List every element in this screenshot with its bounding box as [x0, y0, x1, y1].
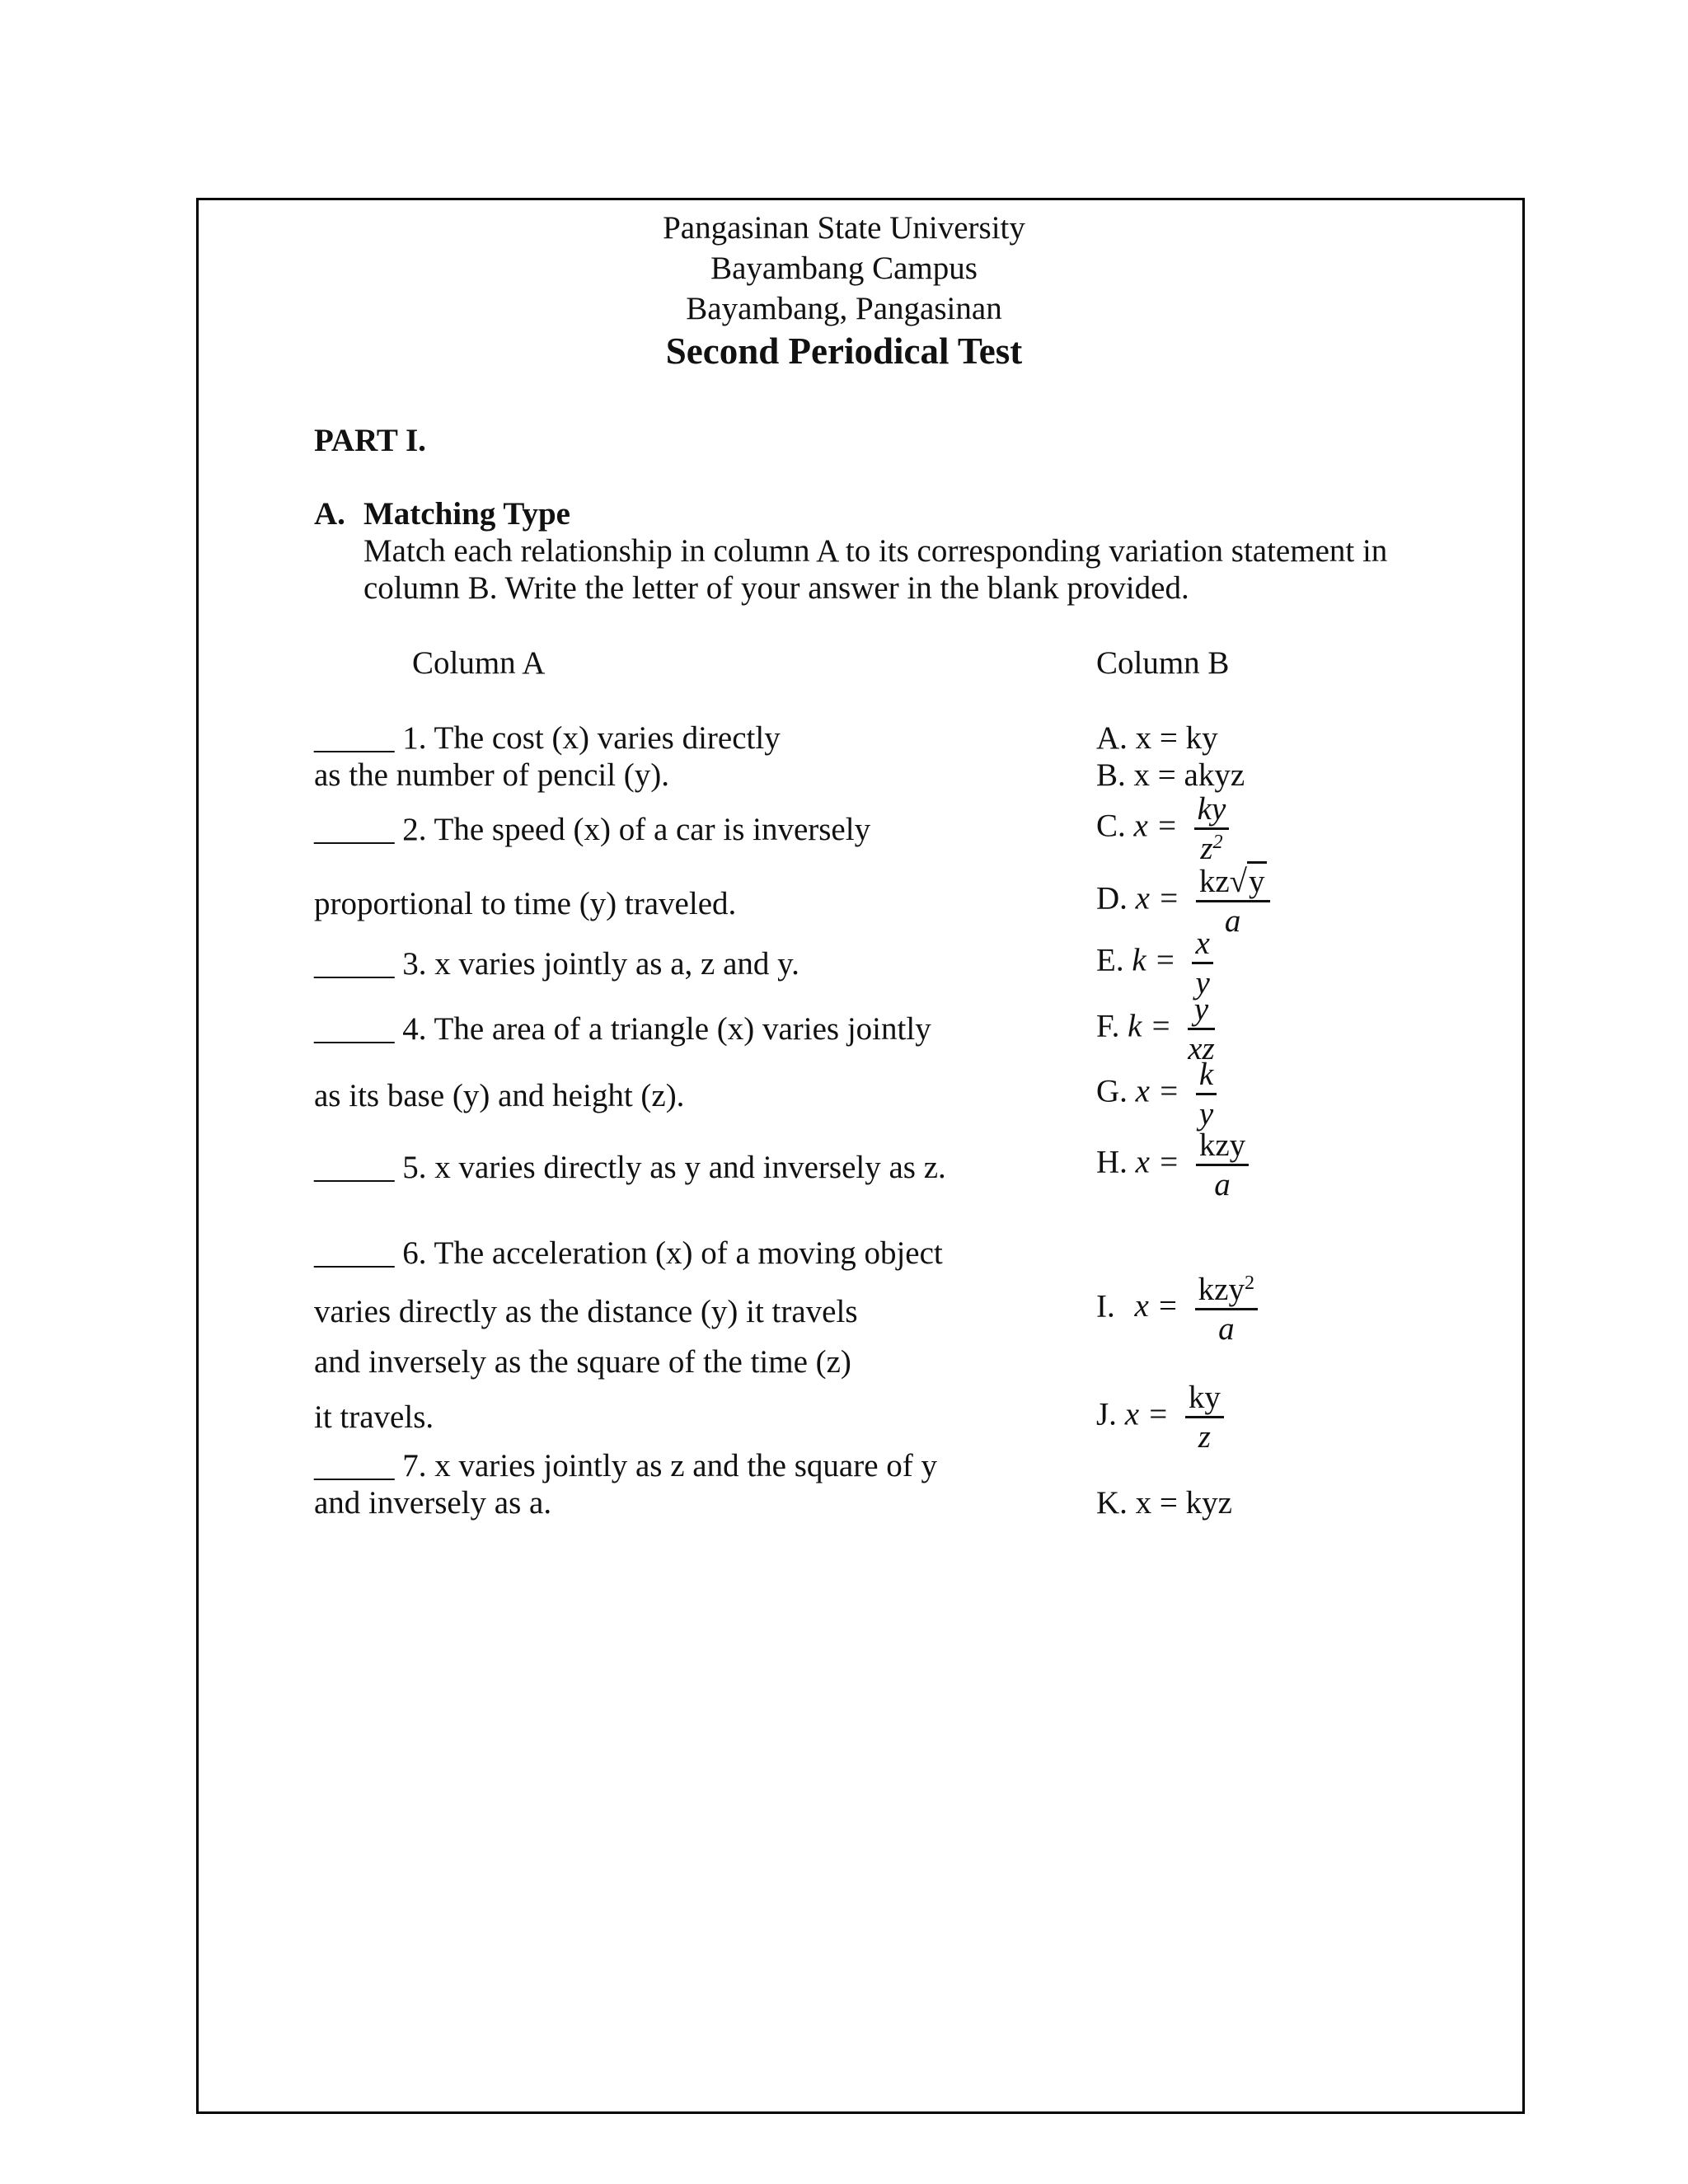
item-2-line-1: _____ 2. The speed (x) of a car is inversely: [314, 812, 871, 847]
sqrt-symbol: √: [1229, 864, 1248, 899]
choice-c-denominator: $z^2$: [1200, 830, 1223, 866]
choice-h-fraction: [1196, 1129, 1249, 1201]
item-6-line-1: _____ 6. The acceleration (x) of a moving object: [314, 1235, 943, 1271]
item-1-line-1: _____ 1. The cost (x) varies directly: [314, 720, 781, 756]
choice-d-radicand: y: [1247, 861, 1267, 899]
item-6-line-2: varies directly as the distance (y) it travels: [314, 1294, 858, 1329]
choice-d-label: D.: [1096, 880, 1128, 916]
choice-f-denominator: xz: [1188, 1031, 1215, 1066]
item-3: _____ 3. x varies jointly as a, z and y.: [314, 946, 799, 982]
choice-g-fraction: [1196, 1058, 1217, 1130]
item-6-line-4: it travels.: [314, 1399, 434, 1435]
choice-i-lhs: x =: [1134, 1288, 1179, 1324]
choice-j-lhs: x =: [1124, 1396, 1170, 1432]
choice-h: [1096, 1129, 1249, 1201]
choice-f-fraction: [1188, 993, 1215, 1065]
instructions-line-2: column B. Write the letter of your answer in the blank provided.: [363, 570, 1189, 606]
choice-h-denominator: a: [1214, 1167, 1231, 1202]
choice-b: B. x = akyz: [1096, 757, 1245, 793]
item-1-line-2: as the number of pencil (y).: [314, 757, 670, 793]
choice-a: A. x = ky: [1096, 720, 1218, 756]
choice-c-label: C.: [1096, 808, 1126, 844]
choice-d-denominator: a: [1224, 903, 1241, 939]
choice-d: [1096, 865, 1270, 937]
campus-location: Bayambang, Pangasinan: [686, 291, 1002, 326]
choice-j-denominator: z: [1198, 1419, 1211, 1455]
item-6-line-3: and inversely as the square of the time (z): [314, 1344, 851, 1380]
choice-j-label: J.: [1096, 1396, 1117, 1432]
column-b-header: Column B: [1096, 645, 1230, 681]
choice-h-numerator: kzy: [1196, 1129, 1249, 1166]
choice-c-exponent: 2: [1212, 830, 1223, 853]
choice-h-label: H.: [1096, 1144, 1128, 1180]
choice-i-numerator: kzy$^2$: [1195, 1273, 1258, 1310]
choice-e-numerator: x: [1192, 927, 1212, 964]
section-title: Matching Type: [363, 496, 570, 532]
choice-f-numerator: y: [1188, 993, 1215, 1030]
choice-f-lhs: k =: [1128, 1008, 1172, 1044]
column-a-header: Column A: [412, 645, 546, 681]
item-2-line-2: proportional to time (y) traveled.: [314, 886, 737, 921]
choice-g: [1096, 1058, 1217, 1130]
choice-i-exponent: 2: [1244, 1271, 1255, 1294]
choice-g-denominator: y: [1198, 1096, 1214, 1132]
choice-f: [1096, 993, 1215, 1065]
item-7-line-2: and inversely as a.: [314, 1485, 552, 1521]
choice-e-fraction: [1192, 927, 1212, 999]
item-7-line-1: _____ 7. x varies jointly as z and the square of y: [314, 1448, 937, 1483]
campus-name: Bayambang Campus: [710, 251, 978, 286]
choice-c-numerator: ky: [1194, 793, 1230, 830]
choice-j-fraction: [1185, 1381, 1224, 1453]
item-5: _____ 5. x varies directly as y and inversely as z.: [314, 1150, 946, 1185]
choice-e-label: E.: [1096, 942, 1124, 978]
item-4-line-2: as its base (y) and height (z).: [314, 1078, 685, 1113]
choice-e-lhs: k =: [1132, 942, 1176, 978]
choice-c: [1096, 793, 1229, 865]
choice-e-denominator: y: [1195, 965, 1210, 1001]
choice-i-label: I.: [1096, 1288, 1115, 1324]
choice-g-label: G.: [1096, 1073, 1128, 1109]
choice-d-lhs: x =: [1135, 880, 1180, 916]
choice-j-numerator: ky: [1185, 1381, 1224, 1418]
choice-c-fraction: [1194, 793, 1230, 865]
choice-i-denominator: a: [1218, 1311, 1235, 1347]
choice-i-fraction: [1195, 1273, 1258, 1345]
part-heading: PART I.: [314, 423, 426, 458]
choice-g-lhs: x =: [1135, 1073, 1180, 1109]
choice-e: [1096, 927, 1213, 999]
choice-d-numerator: kz√y: [1196, 865, 1270, 902]
section-letter: A.: [314, 496, 345, 532]
choice-h-lhs: x =: [1135, 1144, 1180, 1180]
university-name: Pangasinan State University: [663, 210, 1025, 246]
choice-g-numerator: k: [1196, 1058, 1217, 1095]
instructions-line-1: Match each relationship in column A to its corresponding variation statement in: [363, 533, 1388, 569]
choice-j: [1096, 1381, 1224, 1453]
test-title: Second Periodical Test: [665, 330, 1023, 372]
item-4-line-1: _____ 4. The area of a triangle (x) varies jointly: [314, 1011, 931, 1047]
choice-k: K. x = kyz: [1096, 1485, 1232, 1521]
choice-f-label: F.: [1096, 1008, 1120, 1044]
choice-c-lhs: x =: [1133, 808, 1178, 844]
choice-i: [1096, 1273, 1258, 1345]
